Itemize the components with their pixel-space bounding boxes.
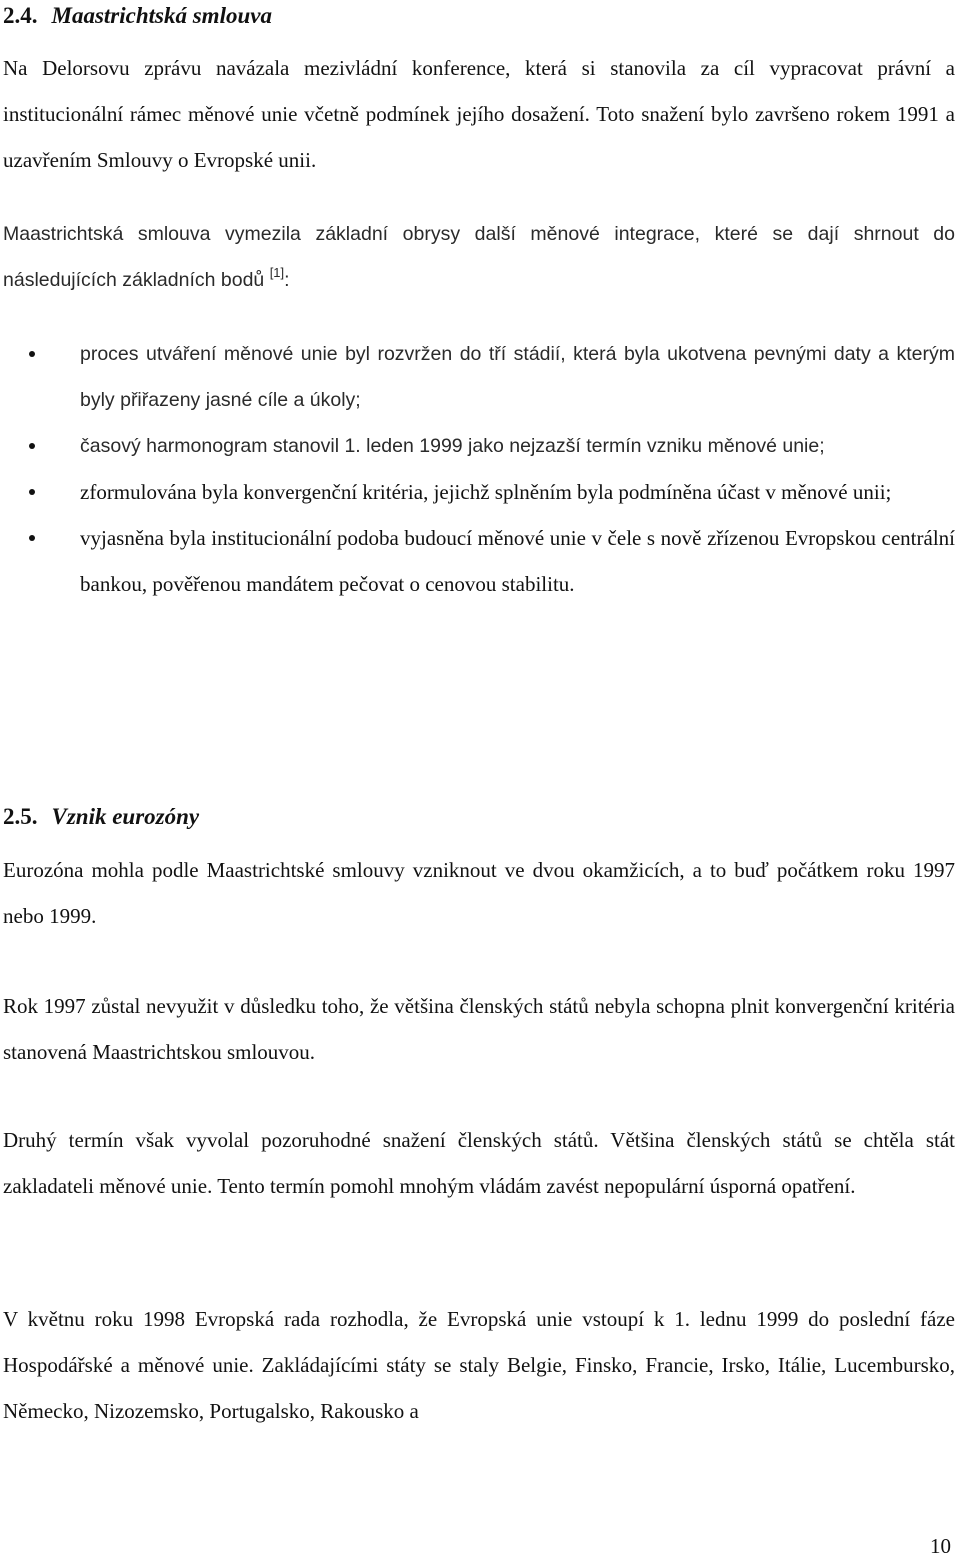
paragraph-colon: :: [284, 269, 290, 291]
list-item-text: vyjasněna byla institucionální podoba budoucí měnové unie v čele s nově zřízenou Evropskou centrální bankou, pověřenou mandátem pečovat o cenovou stabilitu.: [80, 526, 955, 596]
list-item-text: časový harmonogram stanovil 1. leden 1999 jako nejzazší termín vzniku měnové unie;: [80, 435, 825, 457]
bullet-list: [3, 331, 955, 607]
section-heading-2-5: [3, 801, 199, 833]
list-item: [3, 331, 955, 423]
list-item: [3, 423, 955, 469]
bullet-icon: [29, 351, 35, 357]
list-item: [3, 469, 955, 515]
list-item-text: proces utváření měnové unie byl rozvržen do tří stádií, která byla ukotvena pevnými daty a kterým byly přiřazeny jasné cíle a úkoly;: [80, 343, 955, 411]
section-number: 2.5.: [3, 804, 38, 829]
bullet-icon: [29, 489, 35, 495]
paragraph-second-term: Druhý termín však vyvolal pozoruhodné snažení členských států. Většina členských států se chtěla stát zakladateli měnové unie. Tento termín pomohl mnohým vládám zavést nepopulární úsporná opatření.: [3, 1128, 955, 1198]
bullet-icon: [29, 443, 35, 449]
list-item-text: zformulována byla konvergenční kritéria, jejichž splněním byla podmíněna účast v měnové unii;: [80, 480, 892, 504]
section-heading-2-4: [3, 0, 272, 32]
paragraph-eurozone-dates: Eurozóna mohla podle Maastrichtské smlouvy vzniknout ve dvou okamžicích, a to buď počátkem roku 1997 nebo 1999.: [3, 858, 955, 928]
paragraph-text: Maastrichtská smlouva vymezila základní obrysy další měnové integrace, které se dají shrnout do následujících základních bodů: [3, 223, 955, 291]
paragraph-may-1998: V květnu roku 1998 Evropská rada rozhodla, že Evropská unie vstoupí k 1. lednu 1999 do poslední fáze Hospodářské a měnové unie. Zakládajícími státy se staly Belgie, Finsko, Francie, Irsko, Itálie, Lucembursko, Německo, Nizozemsko, Portugalsko, Rakousko a: [3, 1307, 955, 1423]
bullet-icon: [29, 535, 35, 541]
page-number: 10: [930, 1534, 951, 1558]
section-title: Maastrichtská smlouva: [51, 3, 272, 28]
section-number: 2.4.: [3, 3, 38, 28]
section-title: Vznik eurozóny: [51, 804, 200, 829]
citation-reference: [1]: [269, 265, 285, 280]
paragraph-delors: Na Delorsovu zprávu navázala mezivládní konference, která si stanovila za cíl vypracovat právní a institucionální rámec měnové unie včetně podmínek jejího dosažení. Toto snažení bylo završeno rokem 1991 a uzavřením Smlouvy o Evropské unii.: [3, 56, 955, 172]
list-item: [3, 515, 955, 607]
paragraph-maastricht-points: [3, 211, 955, 303]
paragraph-1997: Rok 1997 zůstal nevyužit v důsledku toho, že většina členských států nebyla schopna plnit konvergenční kritéria stanovená Maastrichtskou smlouvou.: [3, 994, 955, 1064]
